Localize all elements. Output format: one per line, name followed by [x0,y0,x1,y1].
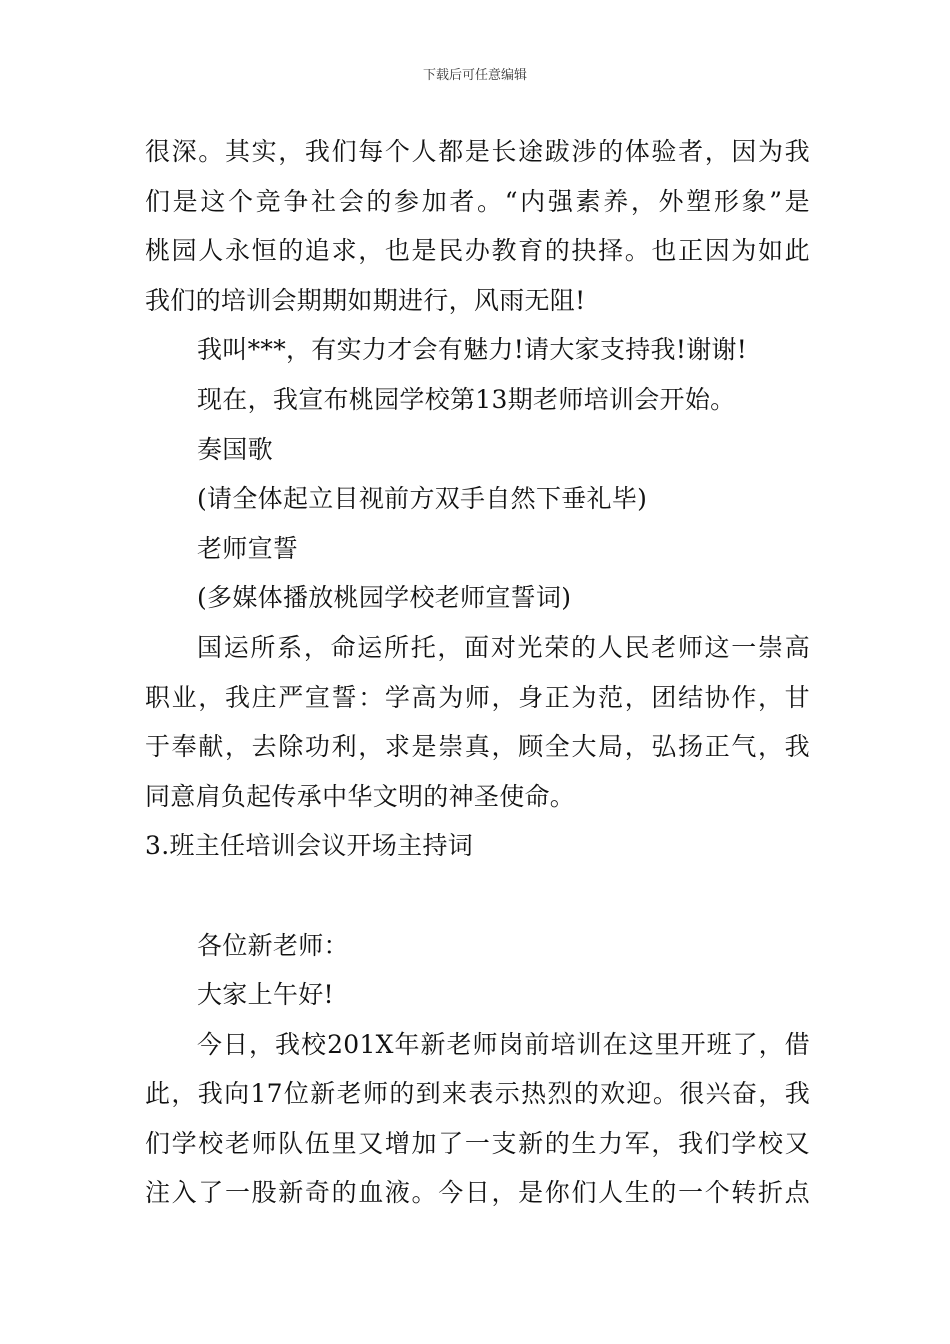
text-line: 很深。其实，我们每个人都是长途跋涉的体验者，因为我 [145,137,810,166]
text-line: 们是这个竞争社会的参加者。“内强素养，外塑形象”是 [145,186,810,216]
document-body [145,127,810,1218]
paragraph: 各位新老师： [197,930,349,960]
paragraph: 现在，我宣布桃园学校第13期老师培训会开始。 [197,384,736,414]
text-line: 今日，我校201X年新老师岗前培训在这里开班了，借 [197,1029,810,1059]
text-line: 于奉献，去除功利，求是崇真，顾全大局，弘扬正气，我 [145,732,810,762]
section-heading: 3.班主任培训会议开场主持词 [145,831,474,861]
text-line: 同意肩负起传承中华文明的神圣使命。 [145,781,576,811]
paragraph: 我叫***，有实力才会有魅力!请大家支持我!谢谢! [197,335,748,365]
text-line: 桃园人永恒的追求，也是民办教育的抉择。也正因为如此 [145,236,810,266]
blank-line [145,871,810,921]
text-line: 职业，我庄严宣誓：学高为师，身正为范，团结协作，甘 [145,682,810,712]
page-header: 下载后可任意编辑 [422,68,527,83]
text-line: 们学校老师队伍里又增加了一支新的生力军，我们学校又 [145,1128,810,1158]
paragraph: 大家上午好! [197,980,334,1010]
text-line: 此，我向17位新老师的到来表示热烈的欢迎。很兴奋，我 [145,1079,810,1109]
paragraph: (请全体起立目视前方双手自然下垂礼毕) [197,484,648,514]
paragraph: 奏国歌 [197,434,273,464]
text-line: 注入了一股新奇的血液。今日，是你们人生的一个转折点 [145,1178,810,1208]
text-line: 国运所系，命运所托，面对光荣的人民老师这一崇高 [197,632,810,662]
paragraph: (多媒体播放桃园学校老师宣誓词) [197,583,572,613]
paragraph: 老师宣誓 [197,533,299,563]
text-line: 我们的培训会期期如期进行，风雨无阻! [145,285,586,315]
